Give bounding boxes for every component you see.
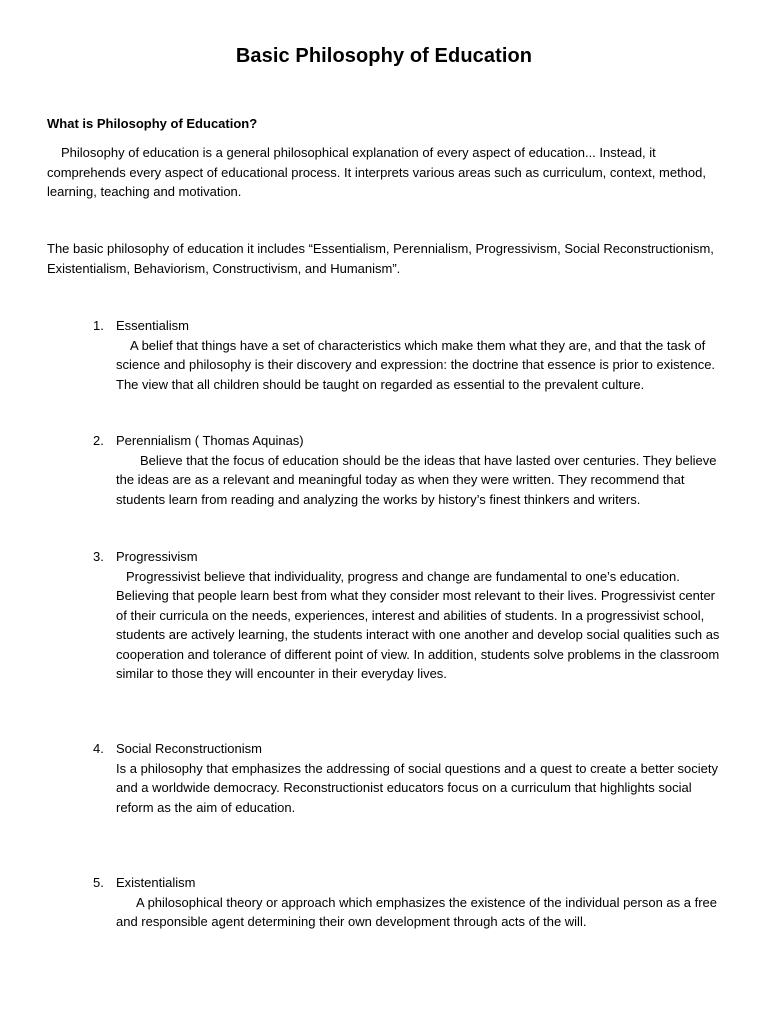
list-item-number: 1. bbox=[93, 318, 104, 333]
list-item-number: 3. bbox=[93, 549, 104, 564]
list-item-number: 2. bbox=[93, 433, 104, 448]
list-item-text: Believe that the focus of education should be the ideas that have lasted over centuries. They believe the ideas are as a relevant and meaningful today as when they were written. They recommend that students learn from reading and analyzing the works by history’s finest thinkers and writers. bbox=[116, 452, 717, 507]
intro-paragraph: Philosophy of education is a general philosophical explanation of every aspect of education... Instead, it comprehends every aspect of educational process. It interprets various areas such as curriculum, context, method, learning, teaching and motivation. bbox=[47, 145, 706, 199]
document-title: Basic Philosophy of Education bbox=[235, 45, 533, 67]
list-item-text: Progressivist believe that individuality, progress and change are fundamental to one’s education. Believing that people learn best from what they consider most relevant to their lives. Progressivist center of their curricula on the needs, experiences, interest and abilities of students. In a progressivist school, students are actively learning, the students interact with one another and develop social qualities such as cooperation and tolerance of different point of view. In addition, students solve problems in the classroom similar to those they will encounter in their everyday lives. bbox=[116, 568, 720, 681]
list-item-heading: Progressivism bbox=[116, 549, 198, 564]
section-heading: What is Philosophy of Education? bbox=[47, 116, 258, 131]
list-item-heading: Existentialism bbox=[116, 875, 196, 890]
list-item-heading: Essentialism bbox=[116, 318, 189, 333]
list-item-text: A belief that things have a set of characteristics which make them what they are, and that the task of science and philosophy is their discovery and expression: the doctrine that essence is prior to existence. The view that all children should be taught on regarded as essential to the prevalent culture. bbox=[116, 337, 716, 392]
list-item-number: 5. bbox=[93, 875, 104, 890]
list-item-heading: Social Reconstructionism bbox=[116, 741, 262, 756]
list-item-heading: Perennialism ( Thomas Aquinas) bbox=[116, 433, 304, 448]
list-item-text: Is a philosophy that emphasizes the addressing of social questions and a quest to create a better society and a worldwide democracy. Reconstructionist educators focus on a curriculum that highlights social reform as the aim of education. bbox=[116, 760, 718, 815]
summary-paragraph: The basic philosophy of education it includes “Essentialism, Perennialism, Progressivism, Social Reconstructionism, Existentialism, Behaviorism, Constructivism, and Humanism”. bbox=[47, 241, 714, 276]
list-item-text: A philosophical theory or approach which emphasizes the existence of the individual person as a free and responsible agent determining their own development through acts of the will. bbox=[116, 894, 718, 929]
list-item-number: 4. bbox=[93, 741, 104, 756]
